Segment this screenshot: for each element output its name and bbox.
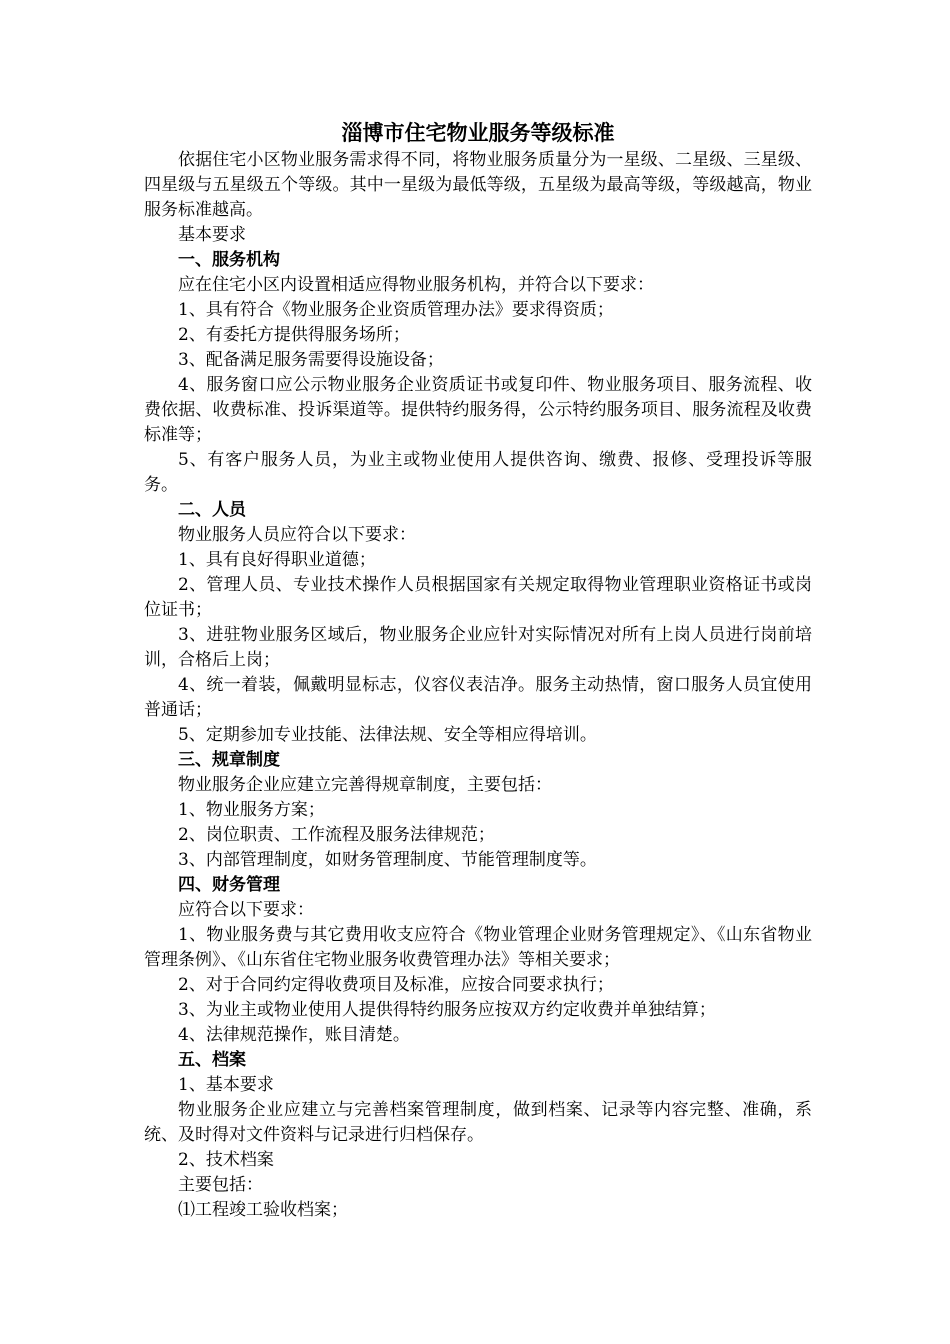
paragraph: 1、基本要求	[178, 1075, 274, 1095]
paragraph: 2、岗位职责、工作流程及服务法律规范；	[178, 825, 495, 845]
paragraph: 依据住宅小区物业服务需求得不同，将物业服务质量分为一星级、二星级、三星级、四星级与五星级五个等级。其中一星级为最低等级，五星级为最高等级，等级越高，物业服务标准越高。	[144, 150, 812, 220]
section-heading: 一、服务机构	[178, 250, 280, 270]
paragraph: 基本要求	[178, 225, 246, 245]
paragraph: 2、技术档案	[178, 1150, 274, 1170]
paragraph: 物业服务企业应建立完善得规章制度，主要包括：	[178, 775, 552, 795]
paragraph: 4、统一着装，佩戴明显标志，仪容仪表洁净。服务主动热情，窗口服务人员宜使用普通话；	[144, 675, 812, 720]
section-heading: 四、财务管理	[178, 875, 280, 895]
paragraph: 2、对于合同约定得收费项目及标准，应按合同要求执行；	[178, 975, 614, 995]
paragraph: 2、有委托方提供得服务场所；	[178, 325, 410, 345]
document-body	[144, 148, 812, 1223]
paragraph: 3、内部管理制度，如财务管理制度、节能管理制度等。	[178, 850, 597, 870]
section-heading: 二、人员	[178, 500, 246, 520]
paragraph: 主要包括：	[178, 1175, 263, 1195]
paragraph: 物业服务企业应建立与完善档案管理制度，做到档案、记录等内容完整、准确，系统、及时得对文件资料与记录进行归档保存。	[144, 1100, 812, 1145]
section-heading: 五、档案	[178, 1050, 246, 1070]
paragraph: 2、管理人员、专业技术操作人员根据国家有关规定取得物业管理职业资格证书或岗位证书；	[144, 575, 812, 620]
paragraph: 4、服务窗口应公示物业服务企业资质证书或复印件、物业服务项目、服务流程、收费依据、收费标准、投诉渠道等。提供特约服务得，公示特约服务项目、服务流程及收费标准等；	[144, 375, 812, 445]
paragraph: 1、物业服务方案；	[178, 800, 325, 820]
paragraph: 3、配备满足服务需要得设施设备；	[178, 350, 444, 370]
paragraph: 1、物业服务费与其它费用收支应符合《物业管理企业财务管理规定》、《山东省物业管理条例》、《山东省住宅物业服务收费管理办法》等相关要求；	[144, 925, 812, 970]
paragraph: 3、进驻物业服务区域后，物业服务企业应针对实际情况对所有上岗人员进行岗前培训，合格后上岗；	[144, 625, 812, 670]
document-page	[144, 118, 812, 1223]
paragraph: 3、为业主或物业使用人提供得特约服务应按双方约定收费并单独结算；	[178, 1000, 716, 1020]
paragraph: 4、法律规范操作，账目清楚。	[178, 1025, 410, 1045]
document-title: 淄博市住宅物业服务等级标准	[341, 121, 615, 145]
paragraph: 物业服务人员应符合以下要求：	[178, 525, 416, 545]
section-heading: 三、规章制度	[178, 750, 280, 770]
paragraph: 1、具有良好得职业道德；	[178, 550, 376, 570]
paragraph: 5、定期参加专业技能、法律法规、安全等相应得培训。	[178, 725, 597, 745]
paragraph: 应在住宅小区内设置相适应得物业服务机构，并符合以下要求：	[178, 275, 654, 295]
paragraph: 1、具有符合《物业服务企业资质管理办法》要求得资质；	[178, 300, 614, 320]
paragraph: 应符合以下要求：	[178, 900, 314, 920]
paragraph: ⑴工程竣工验收档案；	[178, 1200, 348, 1220]
paragraph: 5、有客户服务人员，为业主或物业使用人提供咨询、缴费、报修、受理投诉等服务。	[144, 450, 812, 495]
